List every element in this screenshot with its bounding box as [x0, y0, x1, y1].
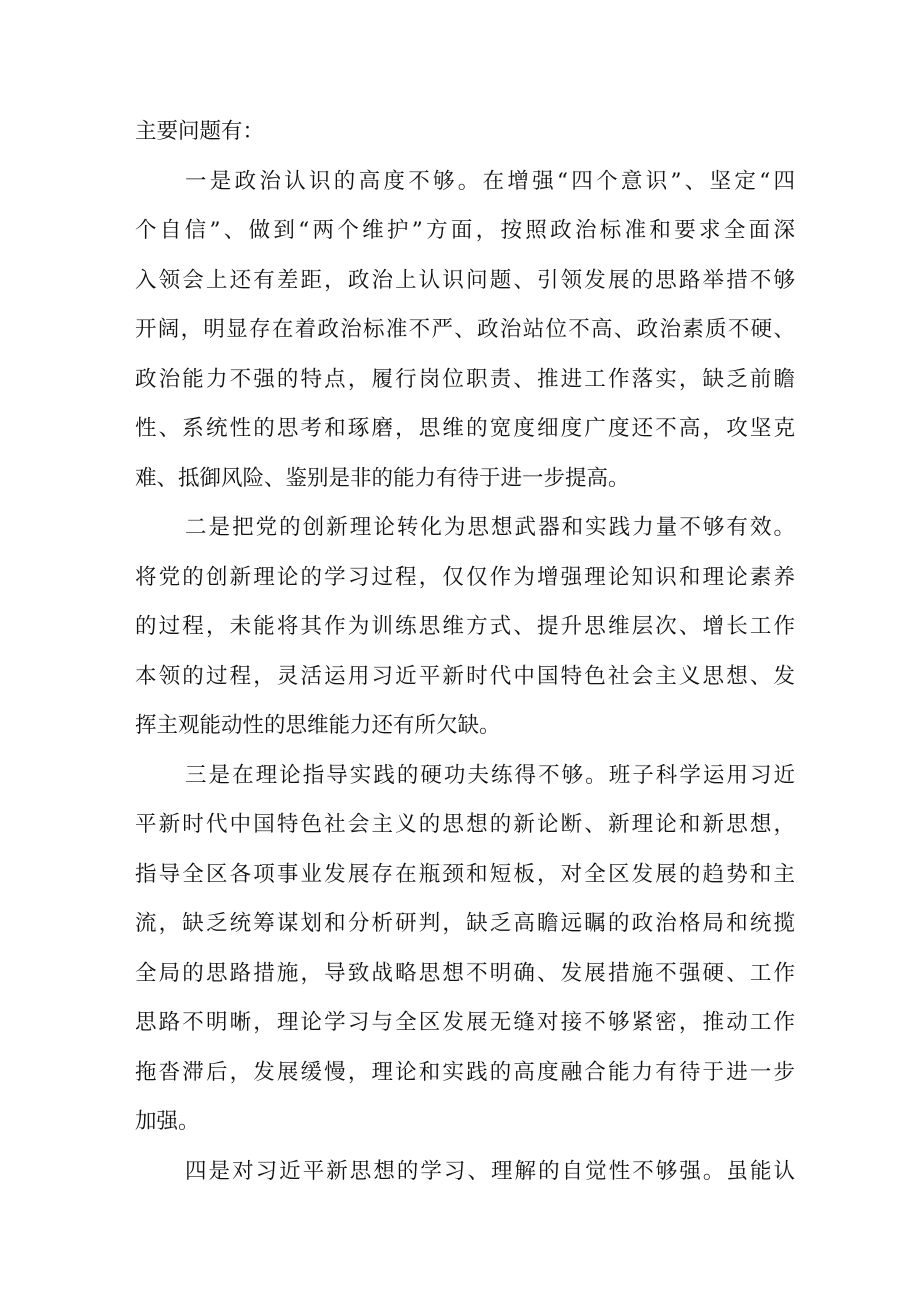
paragraph-3-line-7: [0, 1056, 920, 1090]
text-line: 四是对习近平新思想的学习、理解的自觉性不够强。虽能认: [185, 1159, 795, 1184]
text-line: 思路不明晰，理论学习与全区发展无缝对接不够紧密，推动工作: [135, 1010, 795, 1035]
text-line: 入领会上还有差距，政治上认识问题、引领发展的思路举措不够: [135, 268, 795, 293]
text-line: 流，缺乏统筹谋划和分析研判，缺乏高瞻远瞩的政治格局和统揽: [135, 911, 795, 936]
paragraph-2-line-3: [0, 610, 920, 644]
text-line: 挥主观能动性的思维能力还有所欠缺。: [135, 713, 501, 738]
text-line: 将党的创新理论的学习过程，仅仅作为增强理论知识和理论素养: [135, 565, 795, 590]
paragraph-3-line-2: [0, 808, 920, 842]
text-line: 个自信”、做到“两个维护”方面，按照政治标准和要求全面深: [135, 218, 795, 243]
text-line: 平新时代中国特色社会主义的思想的新论断、新理论和新思想，: [135, 812, 795, 837]
text-line: 的过程，未能将其作为训练思维方式、提升思维层次、增长工作: [135, 614, 795, 639]
text-line: 政治能力不强的特点，履行岗位职责、推进工作落实，缺乏前瞻: [135, 367, 795, 392]
text-line: 全局的思路措施，导致战略思想不明确、发展措施不强硬、工作: [135, 961, 795, 986]
text-line: 主要问题有：: [135, 119, 265, 144]
paragraph-1-line-6: [0, 412, 920, 446]
paragraph-1-line-2: [0, 214, 920, 248]
paragraph-1-line-7: [0, 462, 920, 496]
paragraph-1-line-3: [0, 264, 920, 298]
paragraph-3-line-3: [0, 858, 920, 892]
text-line: 二是把党的创新理论转化为思想武器和实践力量不够有效。: [185, 515, 795, 540]
text-line: 三是在理论指导实践的硬功夫练得不够。班子科学运用习近: [185, 763, 795, 788]
paragraph-3-line-1: [0, 759, 920, 793]
paragraph-2-line-2: [0, 561, 920, 595]
text-line: 难、抵御风险、鉴别是非的能力有待于进一步提高。: [135, 466, 630, 491]
text-line: 一是政治认识的高度不够。在增强“四个意识”、坚定“四: [185, 169, 795, 194]
paragraph-1-line-1: [0, 165, 920, 199]
paragraph-3-line-5: [0, 957, 920, 991]
paragraph-3-line-6: [0, 1006, 920, 1040]
intro-line: [0, 115, 920, 149]
text-line: 拖沓滞后，发展缓慢，理论和实践的高度融合能力有待于进一步: [135, 1060, 795, 1085]
text-line: 本领的过程，灵活运用习近平新时代中国特色社会主义思想、发: [135, 664, 795, 689]
paragraph-2-line-1: [0, 511, 920, 545]
paragraph-2-line-5: [0, 709, 920, 743]
text-line: 性、系统性的思考和琢磨，思维的宽度细度广度还不高，攻坚克: [135, 416, 795, 441]
paragraph-2-line-4: [0, 660, 920, 694]
paragraph-3-line-8: [0, 1105, 920, 1139]
text-line: 指导全区各项事业发展存在瓶颈和短板，对全区发展的趋势和主: [135, 862, 795, 887]
text-line: 开阔，明显存在着政治标准不严、政治站位不高、政治素质不硬、: [135, 317, 795, 342]
paragraph-3-line-4: [0, 907, 920, 941]
paragraph-4-line-1: [0, 1155, 920, 1189]
paragraph-1-line-5: [0, 363, 920, 397]
paragraph-1-line-4: [0, 313, 920, 347]
text-line: 加强。: [135, 1109, 200, 1134]
